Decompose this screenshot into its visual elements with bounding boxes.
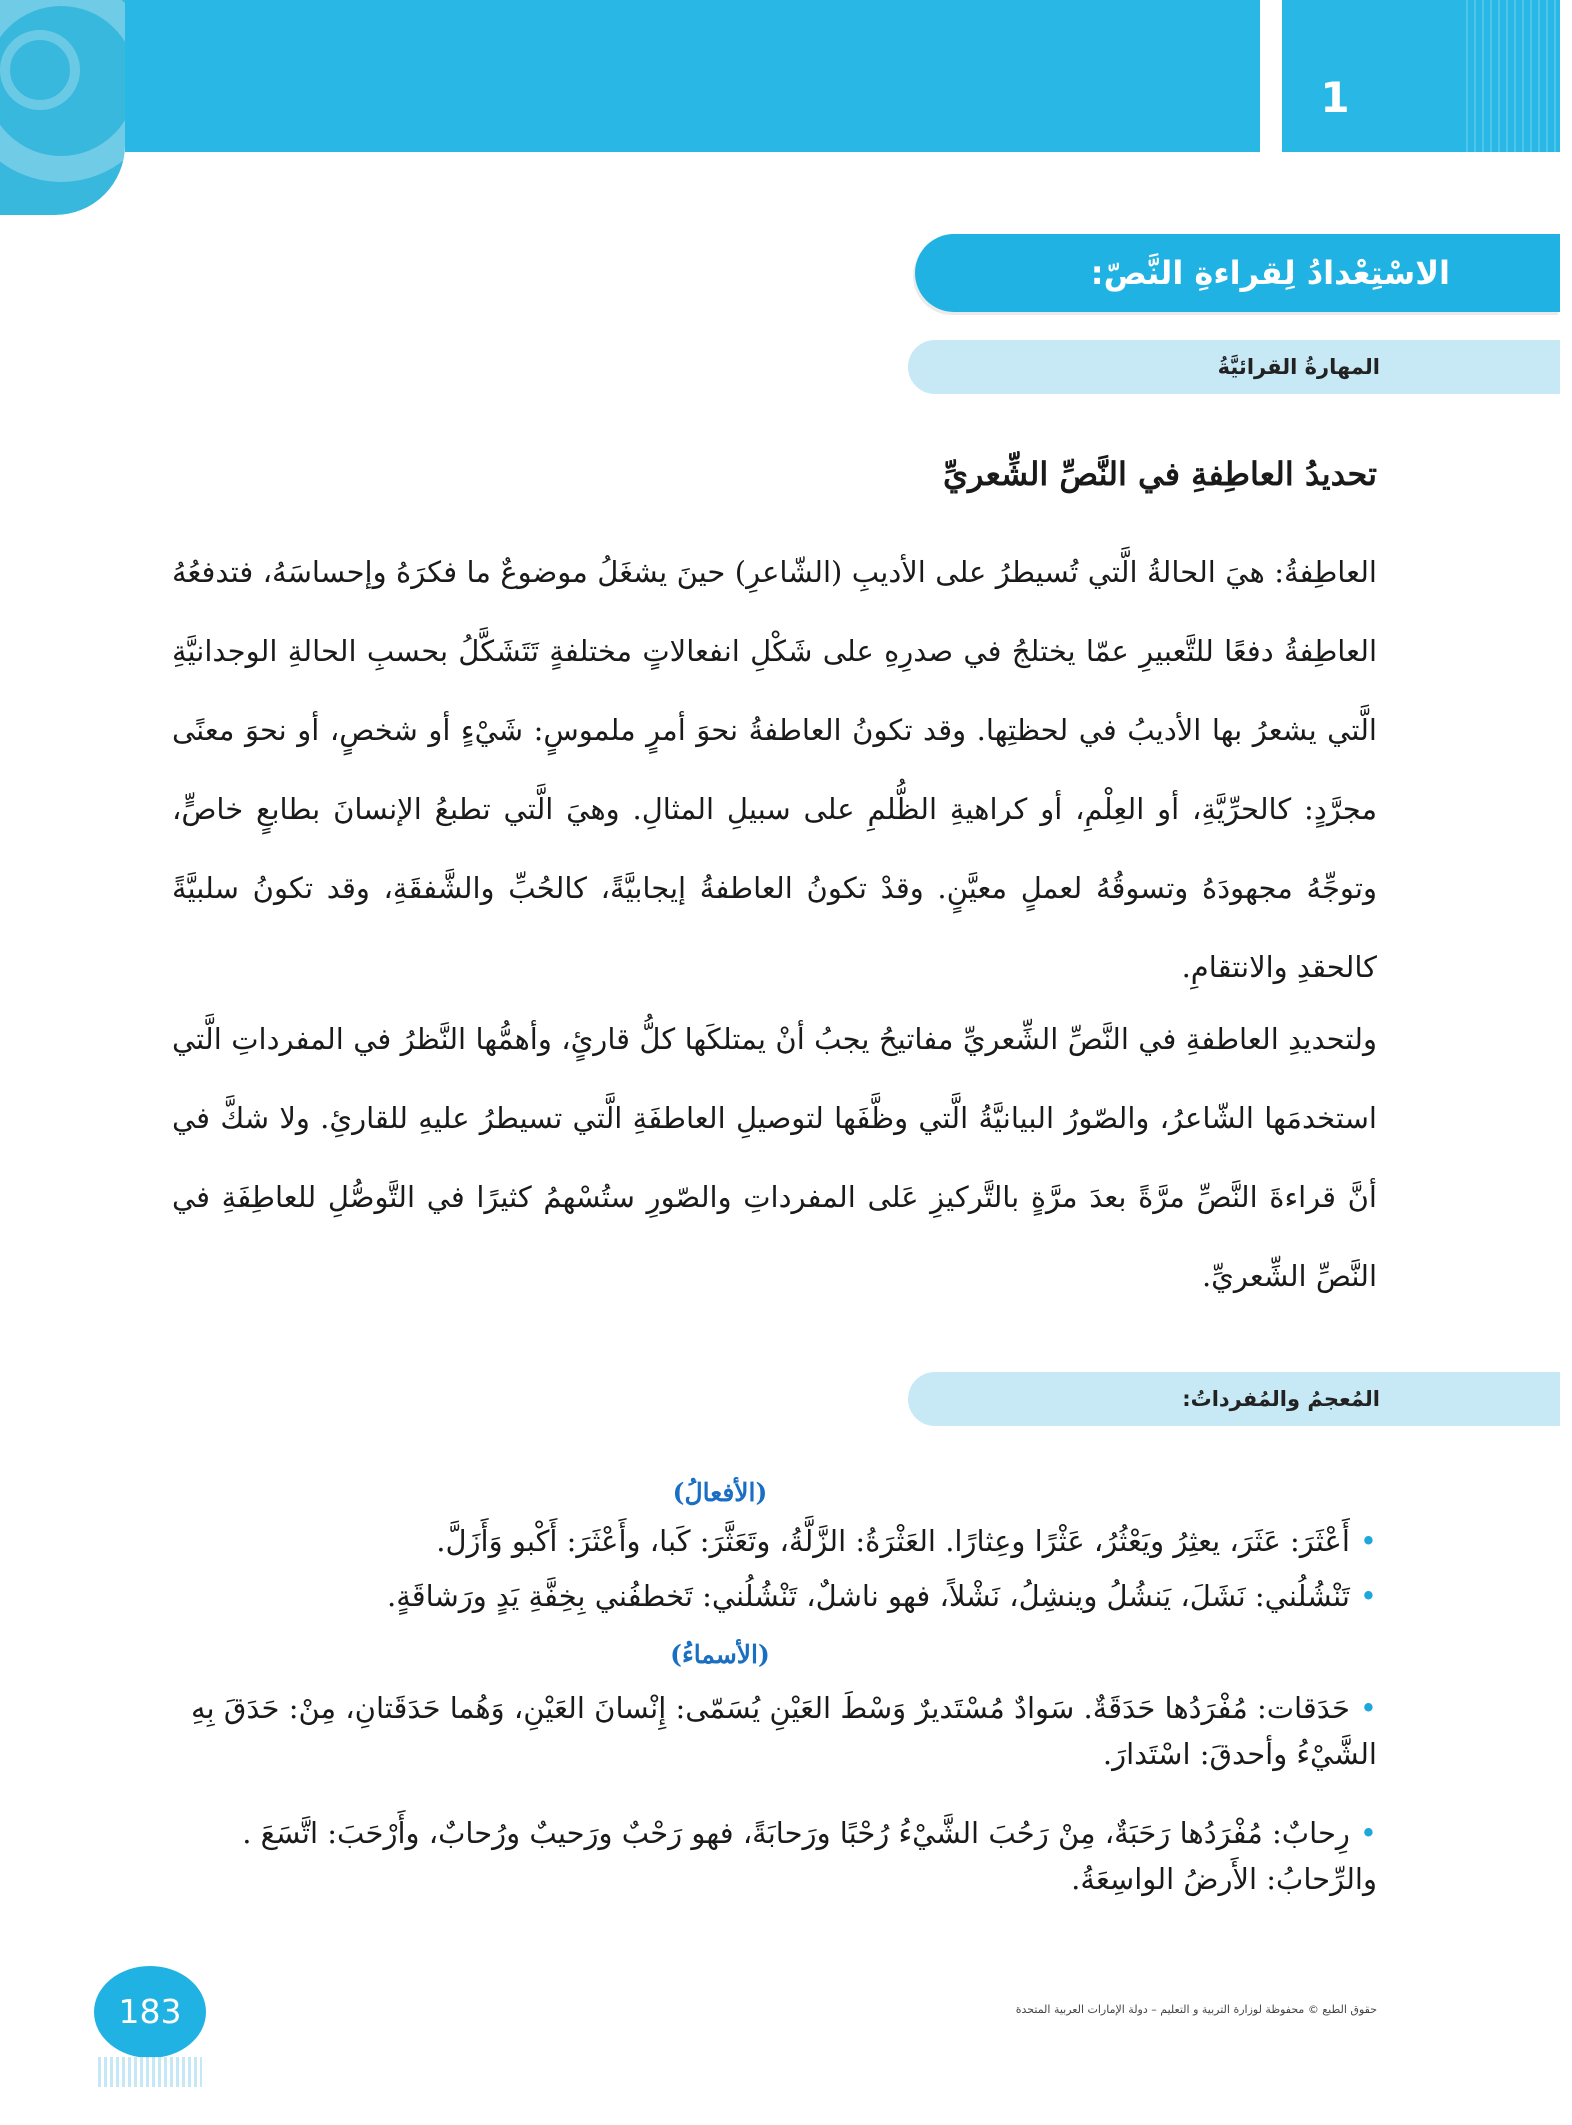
paragraph-keys: ولتحديدِ العاطفةِ في النَّصِّ الشِّعريِّ مفاتيحُ يجبُ أنْ يمتلكَها كلُّ قارئٍ، وأهمُّها النَّظرُ في المفرداتِ الَّتي استخدمَها الشّاعرُ، والصّورُ البيانيَّةُ الَّتي وظَّفَها لتوصيلِ العاطفَةِ الَّتي تسيطرُ عليهِ للقارئِ. ولا شكَّ في أنَّ قراءةَ النَّصِّ مرَّةً بعدَ مرَّةٍ بالتَّركيزِ عَلى المفرداتِ والصّورِ ستُسْهمُ كثيرًا في التَّوصُّلِ للعاطِفَةِ في النَّصِّ الشِّعريِّ. [172, 1022, 1377, 1293]
glossary-text: تَنْشُلُني: نَشَلَ، يَنشُلُ وينشِلُ، نَشْلاً، فهو ناشلٌ، تَنْشُلُني: تَخطفُني بِخِفَّةِ يَدٍ ورَشاقَةٍ. [386, 1579, 1350, 1613]
glossary-text: حَدَقات: مُفْرَدُها حَدَقَةٌ. سَوادٌ مُسْتَديرٌ وَسْطَ العَيْنِ يُسَمّى: إِنْسانَ العَيْنِ، وَهُما حَدَقَتانِ، مِنْ: حَدَقَ بِهِ الشَّيْءُ وأحدقَ: اسْتَدارَ. [190, 1691, 1377, 1771]
banner-texture [1460, 0, 1560, 152]
verbs-heading: (الأفعالُ) [672, 1478, 768, 1507]
bullet-icon: • [1359, 1579, 1377, 1613]
nouns-heading: (الأسماءُ) [670, 1640, 770, 1669]
corner-decoration [0, 0, 125, 215]
section-title-bar [915, 234, 1560, 312]
lexicon-bar [908, 1372, 1560, 1426]
glossary-text: أَعْثَرَ: عَثَرَ، يعثِرُ ويَعْثُرُ، عَثْرًا وعِثارًا. العَثْرَةُ: الزَّلَّةُ، وتَعَثَّرَ: كَبا، وأَعْثَرَ: أَكْبو وَأَزَلَّ. [436, 1524, 1350, 1558]
glossary-text: رِحابٌ: مُفْرَدُها رَحَبَةٌ، مِنْ رَحُبَ الشَّيْءُ رُحْبًا ورَحابَةً، فهو رَحْبٌ ورَحيبٌ ورُحابٌ، وأَرْحَبَ: اتَّسَعَ . والرِّحابُ: الأَرضُ الواسِعَةُ. [242, 1816, 1377, 1896]
reading-skill-bar [908, 340, 1560, 394]
glossary-item [182, 1810, 1377, 1902]
page-number-badge [90, 1962, 210, 2082]
glossary-item [182, 1685, 1377, 1777]
page-number: 183 [118, 1992, 182, 2031]
copyright-notice: حقوق الطبع © محفوظة لوزارة التربية و التعليم – دولة الإمارات العربية المتحدة [1015, 2003, 1377, 2016]
glossary-item [182, 1518, 1377, 1564]
page-number-decoration [98, 2057, 202, 2087]
lexicon-label: المُعجمُ والمُفرداتُ: [1182, 1387, 1380, 1411]
reading-skill-label: المهارةُ القرائيَّةُ [1217, 355, 1380, 379]
unit-number: 1 [1320, 73, 1350, 122]
paragraph-definition: العاطِفةُ: هيَ الحالةُ الَّتي تُسيطرُ على الأديبِ (الشّاعرِ) حينَ يشغَلُ موضوعٌ ما فكرَهُ وإحساسَهُ، فتدفعُهُ العاطِفةُ دفعًا للتَّعبيرِ عمّا يختلجُ في صدرِهِ على شَكْلِ انفعالاتٍ مختلفةٍ تَتَشَكَّلُ بحسبِ الحالةِ الوجدانيَّةِ الَّتي يشعرُ بها الأديبُ في لحظتِها. وقد تكونُ العاطفةُ نحوَ أمرٍ ملموسٍ: شَيْءٍ أو شخصٍ، أو نحوَ معنًى مجرَّدٍ: كالحرِّيَّةِ، أو العِلْمِ، أو كراهيةِ الظُّلمِ على سبيلِ المثالِ. وهيَ الَّتي تطبعُ الإنسانَ بطابعٍ خاصٍّ، وتوجِّهُ مجهودَهُ وتسوقُهُ لعملٍ معيَّنٍ. وقدْ تكونُ العاطفةُ إيجابيَّةً، كالحُبِّ والشَّفقَةِ، وقد تكونُ سلبيَّةً كالحقدِ والانتقامِ. [172, 555, 1377, 984]
bullet-icon: • [1359, 1816, 1377, 1850]
header-banner [125, 0, 1260, 152]
lesson-subheading: تحديدُ العاطِفةِ في النَّصِّ الشِّعريِّ [942, 455, 1377, 493]
bullet-icon: • [1359, 1524, 1377, 1558]
decorative-ring-small [0, 30, 80, 110]
glossary-item [182, 1573, 1377, 1619]
bullet-icon: • [1359, 1691, 1377, 1725]
section-title: الاسْتِعْدادُ لِقراءةِ النَّصّ: [1090, 254, 1450, 292]
